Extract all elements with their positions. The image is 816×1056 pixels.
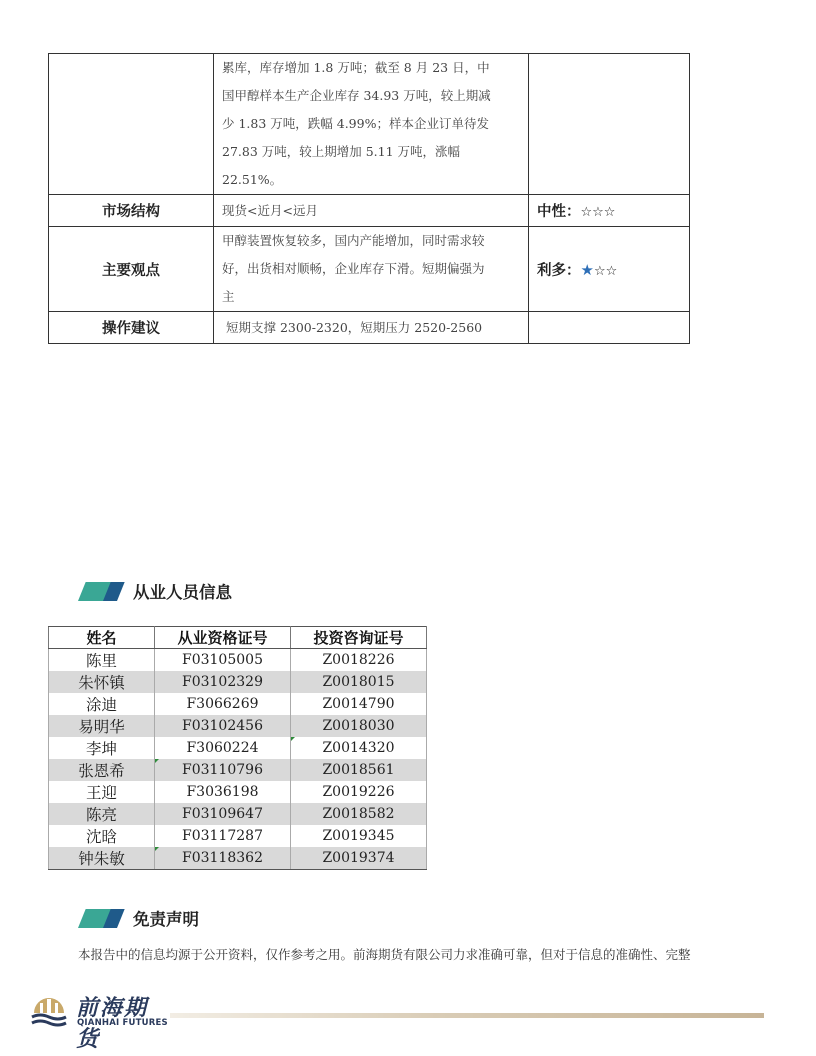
row-rating — [529, 312, 690, 344]
empty-star-icon: ☆☆ — [593, 263, 618, 279]
section-bar-icon — [78, 909, 124, 928]
filled-star-icon: ★ — [580, 260, 594, 279]
consulting-number: Z0019226 — [291, 781, 427, 803]
content-line: 短期支撑 2300-2320，短期压力 2520-2560 — [222, 319, 483, 335]
staff-header-row — [49, 627, 427, 649]
qualification-number: F03102456 — [155, 715, 291, 737]
table-row — [49, 715, 427, 737]
staff-name: 陈里 — [49, 649, 155, 672]
consulting-number: Z0018015 — [291, 671, 427, 693]
qualification-number: F3060224 — [155, 737, 291, 759]
column-header-qualification: 从业资格证号 — [155, 627, 291, 649]
qualification-number: F03110796 — [155, 759, 291, 781]
staff-section-header — [78, 580, 232, 602]
consulting-number: Z0018561 — [291, 759, 427, 781]
logo-chinese-name: 前海期货 — [76, 995, 149, 1052]
row-content — [214, 312, 529, 344]
consulting-number: Z0019374 — [291, 847, 427, 870]
empty-star-icon: ☆☆☆ — [580, 205, 616, 220]
column-header-name: 姓名 — [49, 627, 155, 649]
row-rating — [529, 227, 690, 312]
row-label: 主要观点 — [49, 227, 214, 312]
content-line: 甲醇装置恢复较多，国内产能增加，同时需求较 — [222, 233, 485, 248]
qualification-number: F03109647 — [155, 803, 291, 825]
staff-name: 朱怀镇 — [49, 671, 155, 693]
staff-name: 沈晗 — [49, 825, 155, 847]
staff-name: 易明华 — [49, 715, 155, 737]
content-line: 好，出货相对顺畅，企业库存下滑。短期偏强为 — [222, 261, 485, 276]
logo-english-name: QIANHAI FUTURES — [77, 1018, 168, 1028]
analysis-row-inventory — [49, 54, 690, 195]
consulting-number: Z0014320 — [291, 737, 427, 759]
analysis-row-main-view — [49, 227, 690, 312]
content-line: 少 1.83 万吨，跌幅 4.99%；样本企业订单待发 — [222, 116, 489, 131]
table-row — [49, 781, 427, 803]
table-row — [49, 803, 427, 825]
analysis-row-suggestion — [49, 312, 690, 344]
consulting-number: Z0018030 — [291, 715, 427, 737]
table-row — [49, 671, 427, 693]
staff-name: 钟朱敏 — [49, 847, 155, 870]
disclaimer-text: 本报告中的信息均源于公开资料，仅作参考之用。前海期货有限公司力求准确可靠，但对于信息的准确性、完整 — [78, 947, 691, 962]
staff-name: 陈亮 — [49, 803, 155, 825]
table-row — [49, 759, 427, 781]
staff-table — [48, 626, 427, 870]
content-line: 22.51%。 — [222, 172, 283, 187]
row-label — [49, 54, 214, 195]
content-line: 主 — [222, 289, 235, 304]
qualification-number: F03117287 — [155, 825, 291, 847]
row-content — [214, 227, 529, 312]
table-row — [49, 649, 427, 672]
row-rating — [529, 195, 690, 227]
row-label: 市场结构 — [49, 195, 214, 227]
qualification-number: F03118362 — [155, 847, 291, 870]
content-line: 国甲醇样本生产企业库存 34.93 万吨，较上期减 — [222, 88, 491, 103]
company-logo — [30, 991, 170, 1052]
rating-label: 利多： — [537, 262, 581, 279]
consulting-number: Z0019345 — [291, 825, 427, 847]
table-row — [49, 825, 427, 847]
row-content — [214, 54, 529, 195]
staff-name: 王迎 — [49, 781, 155, 803]
consulting-number: Z0018226 — [291, 649, 427, 672]
analysis-table — [48, 53, 690, 344]
row-rating — [529, 54, 690, 195]
table-row — [49, 847, 427, 870]
qualification-number: F03105005 — [155, 649, 291, 672]
content-line: 27.83 万吨，较上期增加 5.11 万吨，涨幅 — [222, 144, 461, 159]
qualification-number: F3066269 — [155, 693, 291, 715]
rating-label: 中性： — [537, 204, 581, 220]
footer-divider — [170, 1013, 764, 1018]
table-row — [49, 693, 427, 715]
staff-name: 张恩希 — [49, 759, 155, 781]
logo-sun-wave-icon — [30, 993, 68, 1029]
consulting-number: Z0018582 — [291, 803, 427, 825]
content-line: 累库，库存增加 1.8 万吨；截至 8 月 23 日，中 — [222, 60, 490, 75]
qualification-number: F03102329 — [155, 671, 291, 693]
content-line: 现货<近月<远月 — [222, 202, 318, 218]
disclaimer-section-header — [78, 907, 199, 929]
section-title: 免责声明 — [133, 910, 199, 929]
section-title: 从业人员信息 — [133, 583, 232, 602]
staff-name: 涂迪 — [49, 693, 155, 715]
table-row — [49, 737, 427, 759]
consulting-number: Z0014790 — [291, 693, 427, 715]
row-content — [214, 195, 529, 227]
analysis-row-market-structure — [49, 195, 690, 227]
section-bar-icon — [78, 582, 124, 601]
qualification-number: F3036198 — [155, 781, 291, 803]
column-header-consulting: 投资咨询证号 — [291, 627, 427, 649]
staff-name: 李坤 — [49, 737, 155, 759]
row-label: 操作建议 — [49, 312, 214, 344]
